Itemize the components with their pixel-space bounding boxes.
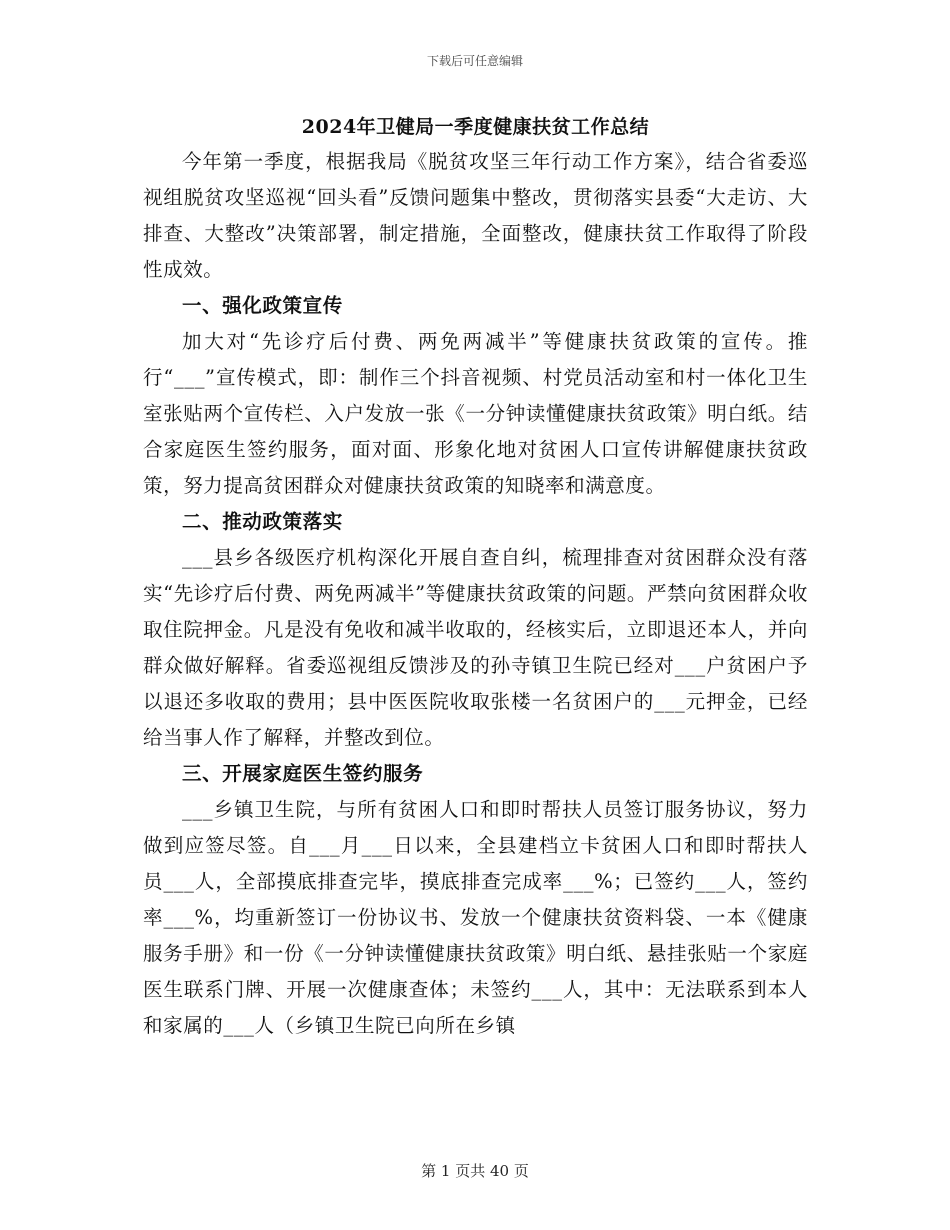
section-heading-1: 一、强化政策宣传 [182,294,343,317]
page-number-footer: 第 1 页共 40 页 [421,1162,529,1180]
section-paragraph-1: 加大对“先诊疗后付费、两免两减半”等健康扶贫政策的宣传。推行“___”宣传模式，即：制作三个抖音视频、村党员活动室和村一体化卫生室张贴两个宣传栏、入户发放一张《一分钟读懂健康扶贫政策》明白纸。结合家庭医生签约服务，面对面、形象化地对贫困人口宣传讲解健康扶贫政策，努力提高贫困群众对健康扶贫政策的知晓率和满意度。 [143,330,808,497]
section-heading-2: 二、推动政策落实 [182,510,343,533]
document-body [143,112,808,1044]
section-paragraph-2: ___县乡各级医疗机构深化开展自查自纠，梳理排查对贫困群众没有落实“先诊疗后付费、两免两减半”等健康扶贫政策的问题。严禁向贫困群众收取住院押金。凡是没有免收和减半收取的，经核实后，立即退还本人，并向群众做好解释。省委巡视组反馈涉及的孙寺镇卫生院已经对___户贫困户予以退还多收取的费用；县中医医院收取张楼一名贫困户的___元押金，已经给当事人作了解释，并整改到位。 [143,546,808,749]
page-header-note: 下载后可任意编辑 [426,54,523,68]
section-paragraph-3: ___乡镇卫生院，与所有贫困人口和即时帮扶人员签订服务协议，努力做到应签尽签。自___月___日以来，全县建档立卡贫困人口和即时帮扶人员___人，全部摸底排查完毕，摸底排查完成率___%；已签约___人，签约率___%，均重新签订一份协议书、发放一个健康扶贫资料袋、一本《健康服务手册》和一份《一分钟读懂健康扶贫政策》明白纸、悬挂张贴一个家庭医生联系门牌、开展一次健康查体；未签约___人，其中：无法联系到本人和家属的___人（乡镇卫生院已向所在乡镇 [143,798,808,1037]
document-title: 2024年卫健局一季度健康扶贫工作总结 [301,116,650,138]
intro-paragraph: 今年第一季度，根据我局《脱贫攻坚三年行动工作方案》，结合省委巡视组脱贫攻坚巡视“回头看”反馈问题集中整改，贯彻落实县委“大走访、大排查、大整改”决策部署，制定措施，全面整改，健康扶贫工作取得了阶段性成效。 [143,150,808,281]
section-heading-3: 三、开展家庭医生签约服务 [182,762,424,785]
